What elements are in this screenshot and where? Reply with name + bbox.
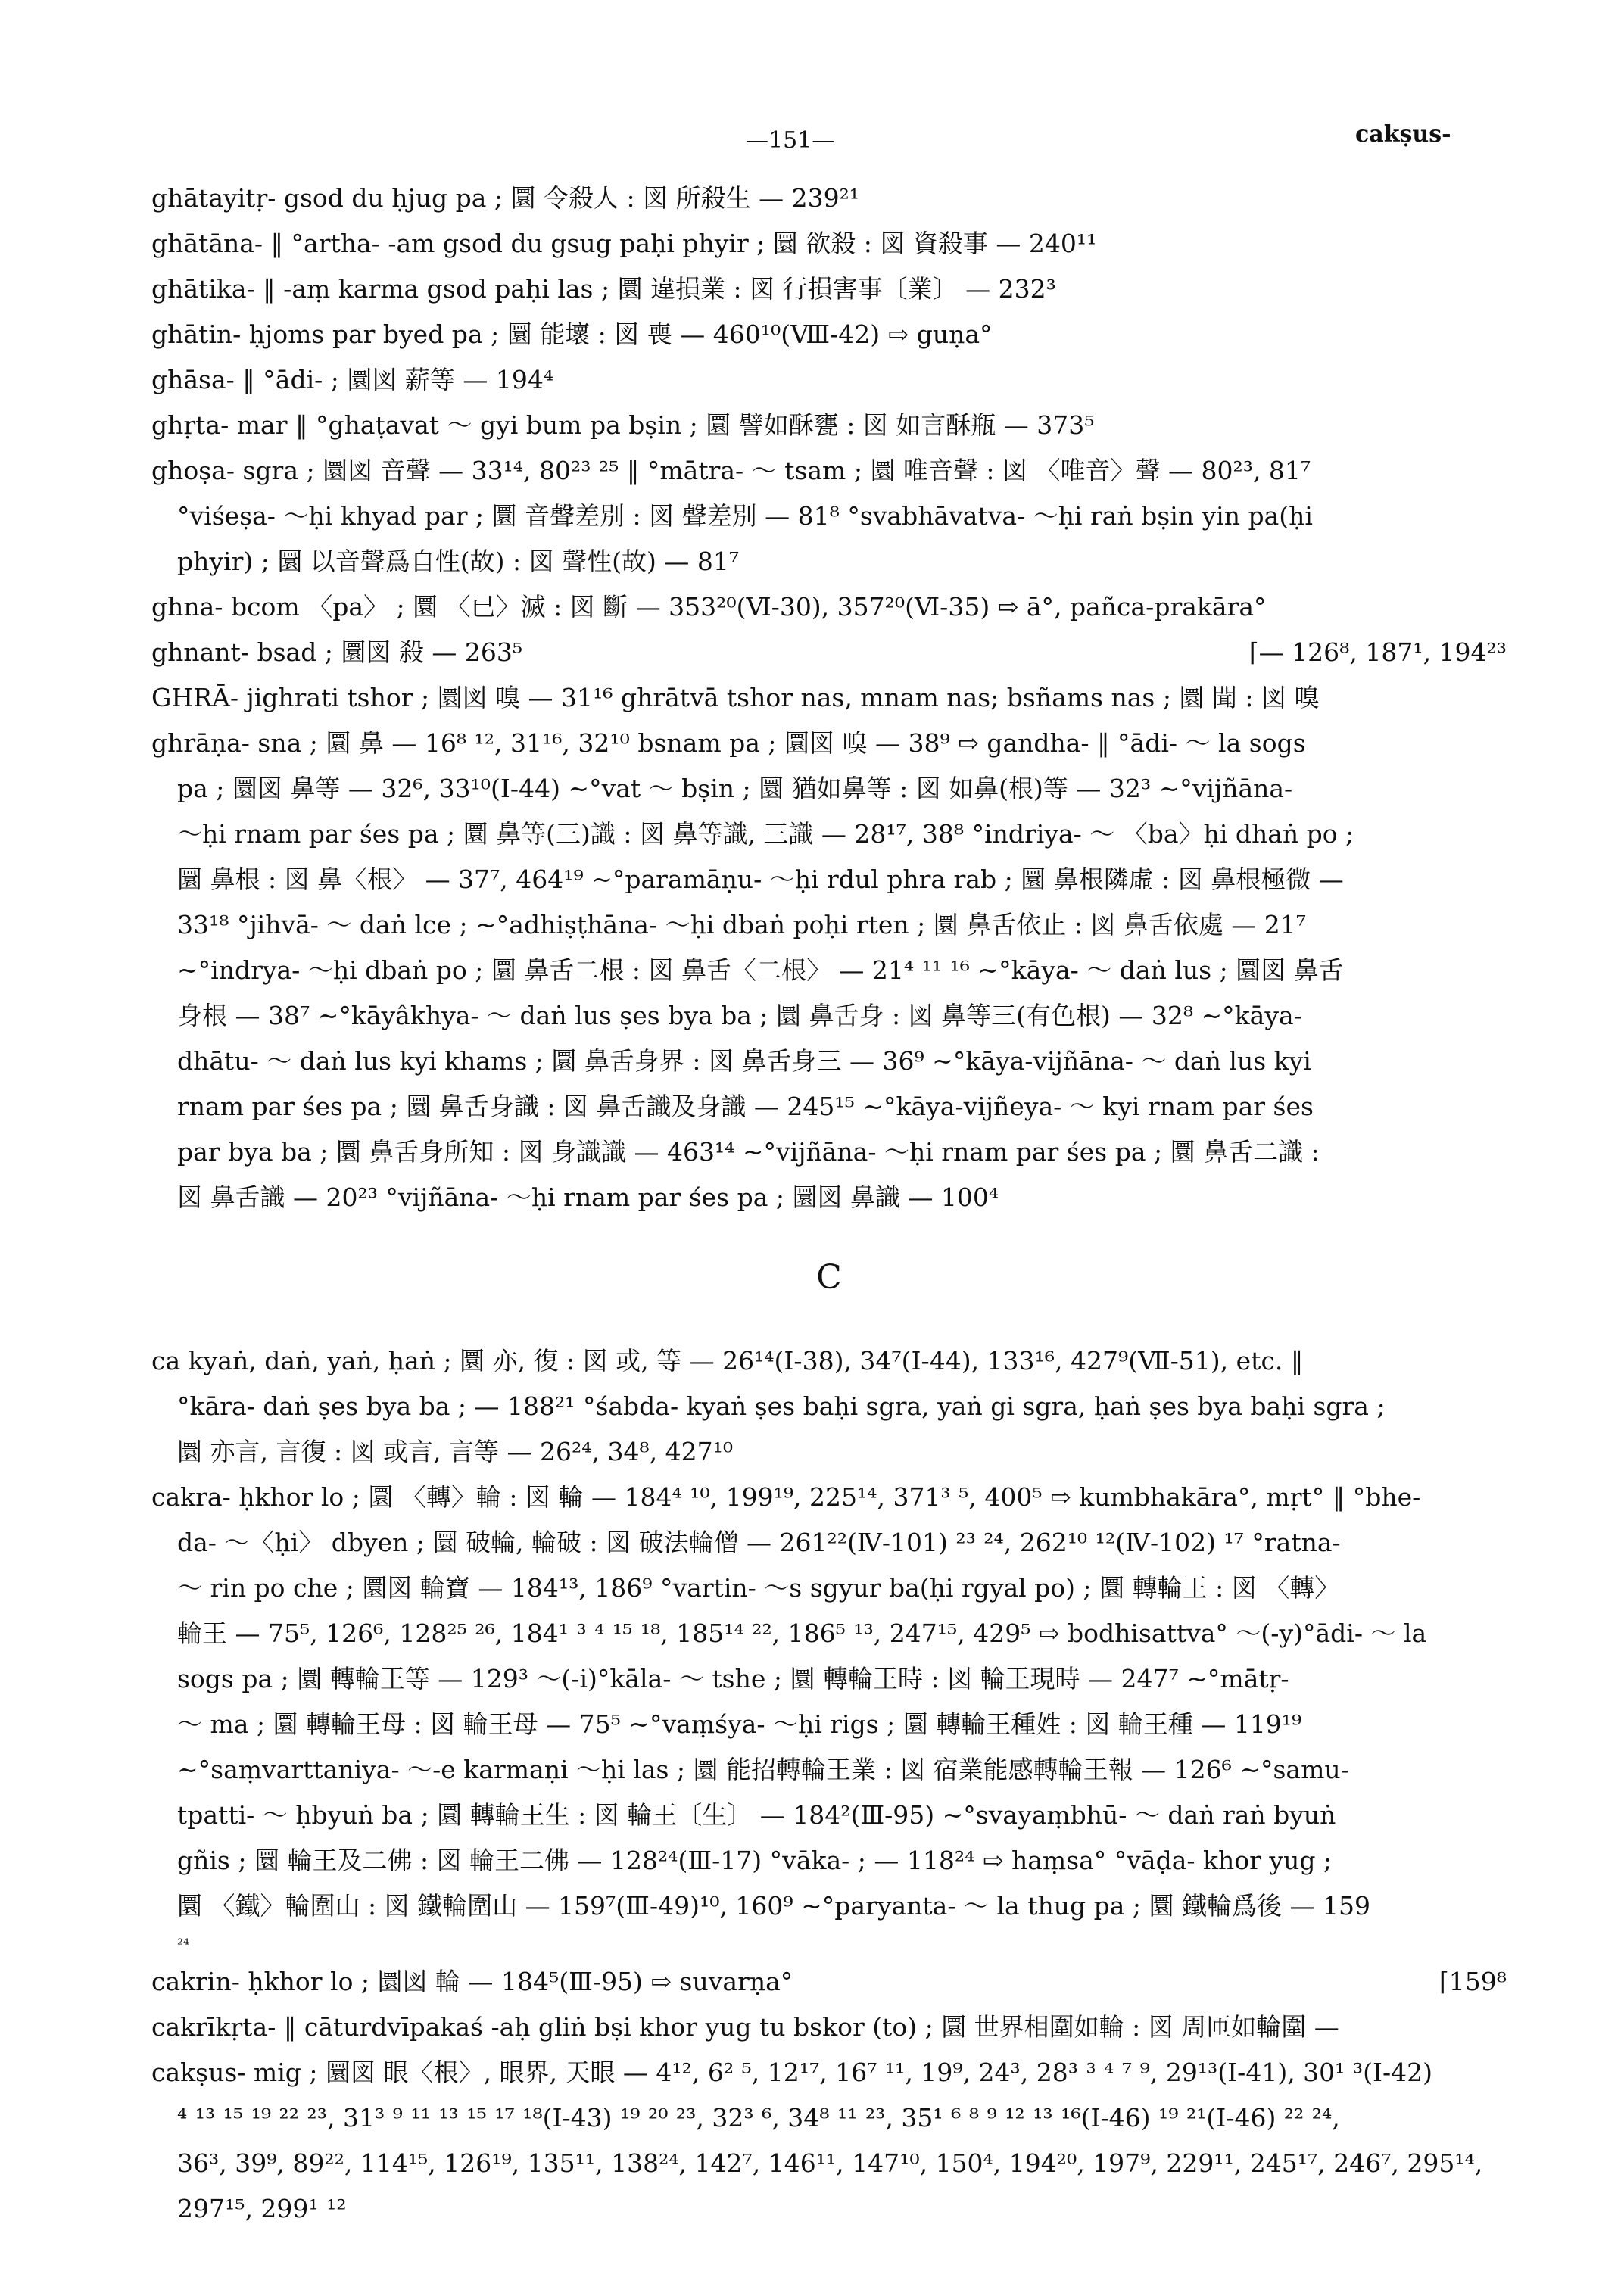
entry-line: ghoṣa- sgra ; 圜図 音聲 — 33¹⁴, 80²³ ²⁵ ‖ °mātra- ～ tsam ; 圜 唯音聲 : 図 〈唯音〉聲 — 80²³, 81⁷: [151, 456, 1311, 485]
entry-line: 圜 〈鐵〉輪圍山 : 図 鐵輪圍山 — 159⁷(Ⅲ-49)¹⁰, 160⁹ ~°paryanta- ～ la thug pa ; 圜 鐵輪爲後 — 159: [177, 1891, 1370, 1921]
entry-line: 身根 — 38⁷ ~°kāyâkhya- ～ daṅ lus ṣes bya ba ; 圜 鼻舌身 : 図 鼻等三(有色根) — 32⁸ ~°kāya-: [177, 1001, 1302, 1030]
entry-line: ⁴ ¹³ ¹⁵ ¹⁹ ²² ²³, 31³ ⁹ ¹¹ ¹³ ¹⁵ ¹⁷ ¹⁸(Ⅰ-43) ¹⁹ ²⁰ ²³, 32³ ⁶, 34⁸ ¹¹ ²³, 35¹ ⁶ ⁸ ⁹ ¹² ¹³ ¹⁶(Ⅰ-46) ¹⁹ ²¹(Ⅰ-46) ²² ²⁴,: [177, 2103, 1340, 2133]
entry-line: gñis ; 圜 輪王及二佛 : 図 輪王二佛 — 128²⁴(Ⅲ-17) °vāka- ; — 118²⁴ ⇨ haṃsa° °vāḍa- khor yug ;: [177, 1846, 1333, 1875]
entry-line: dhātu- ～ daṅ lus kyi khams ; 圜 鼻舌身界 : 図 鼻舌身三 — 36⁹ ~°kāya-vijñāna- ～ daṅ lus kyi: [177, 1046, 1311, 1076]
entry-line: cakrīkṛta- ‖ cāturdvīpakaś -aḥ gliṅ bṣi khor yug tu bskor (to) ; 圜 世界相圍如輪 : 図 周匝如輪圍 —: [151, 2012, 1339, 2042]
entry-line: ghāsa- ‖ °ādi- ; 圜図 薪等 — 194⁴: [151, 365, 554, 394]
entry-line: ca kyaṅ, daṅ, yaṅ, ḥaṅ ; 圜 亦, 復 : 図 或, 等 — 26¹⁴(Ⅰ-38), 34⁷(Ⅰ-44), 133¹⁶, 427⁹(Ⅶ-51), etc. ‖: [151, 1346, 1304, 1375]
entry-line: tpatti- ～ ḥbyuṅ ba ; 圜 轉輪王生 : 図 輪王〔生〕 — 184²(Ⅲ-95) ~°svayaṃbhū- ～ daṅ raṅ byuṅ: [177, 1800, 1336, 1830]
entry-line: ~°saṃvarttaniya- ～-e karmaṇi ～ḥi las ; 圜 能招轉輪王業 : 図 宿業能感轉輪王報 — 126⁶ ~°samu-: [177, 1755, 1349, 1784]
cross-reference: ⌈159⁸: [1439, 1967, 1507, 1996]
dictionary-text: [151, 176, 1507, 2232]
entry-line: ～ rin po che ; 圜図 輪寶 — 184¹³, 186⁹ °vartin- ～s sgyur ba(ḥi rgyal po) ; 圜 轉輪王 : 図 〈轉〉: [177, 1573, 1340, 1603]
entry-line: rnam par śes pa ; 圜 鼻舌身識 : 図 鼻舌識及身識 — 245¹⁵ ~°kāya-vijñeya- ～ kyi rnam par śes: [177, 1092, 1314, 1121]
entry-line: ghātika- ‖ -aṃ karma gsod paḥi las ; 圜 違損業 : 図 行損害事〔業〕 — 232³: [151, 274, 1056, 304]
entry-text: ghnant- bsad ; 圜図 殺 — 263⁵: [151, 637, 523, 667]
entry-line: 輪王 — 75⁵, 126⁶, 128²⁵ ²⁶, 184¹ ³ ⁴ ¹⁵ ¹⁸, 185¹⁴ ²², 186⁵ ¹³, 247¹⁵, 429⁵ ⇨ bodhisattva° ～(-y)°ādi- ～ la: [177, 1618, 1427, 1648]
entry-line: 圜 亦言, 言復 : 図 或言, 言等 — 26²⁴, 34⁸, 427¹⁰: [177, 1437, 734, 1466]
entry-line: ghātin- ḥjoms par byed pa ; 圜 能壞 : 図 喪 — 460¹⁰(Ⅷ-42) ⇨ guṇa°: [151, 319, 993, 349]
entry-line: [151, 630, 1507, 675]
entry-text: cakrin- ḥkhor lo ; 圜図 輪 — 184⁵(Ⅲ-95) ⇨ suvarṇa°: [151, 1967, 793, 1996]
entry-line: [151, 1959, 1507, 2005]
entry-line: ～ ma ; 圜 轉輪王母 : 図 輪王母 — 75⁵ ~°vaṃśya- ～ḥi rigs ; 圜 轉輪王種姓 : 図 輪王種 — 119¹⁹: [177, 1709, 1302, 1739]
entry-line: cakṣus- mig ; 圜図 眼〈根〉, 眼界, 天眼 — 4¹², 6² ⁵, 12¹⁷, 16⁷ ¹¹, 19⁹, 24³, 28³ ³ ⁴ ⁷ ⁹, 29¹³(Ⅰ-41), 30¹ ³(Ⅰ-42): [151, 2058, 1433, 2087]
c-entries: [151, 1338, 1507, 2232]
entry-line: 図 鼻舌識 — 20²³ °vijñāna- ～ḥi rnam par śes pa ; 圜図 鼻識 — 100⁴: [177, 1182, 999, 1212]
entry-line: cakra- ḥkhor lo ; 圜 〈轉〉輪 : 図 輪 — 184⁴ ¹⁰, 199¹⁹, 225¹⁴, 371³ ⁵, 400⁵ ⇨ kumbhakāra°, mṛt° ‖ °bhe-: [151, 1482, 1421, 1512]
entry-line: ghrāṇa- sna ; 圜 鼻 — 16⁸ ¹², 31¹⁶, 32¹⁰ bsnam pa ; 圜図 嗅 — 38⁹ ⇨ gandha- ‖ °ādi- ～ la sogs: [151, 728, 1306, 758]
entry-line: ghātayitṛ- gsod du ḥjug pa ; 圜 令殺人 : 図 所殺生 — 239²¹: [151, 183, 860, 213]
entry-line: ~°indrya- ～ḥi dbaṅ po ; 圜 鼻舌二根 : 図 鼻舌〈二根〉 — 21⁴ ¹¹ ¹⁶ ~°kāya- ～ daṅ lus ; 圜図 鼻舌: [177, 955, 1344, 985]
entry-line: phyir) ; 圜 以音聲爲自性(故) : 図 聲性(故) — 81⁷: [177, 547, 740, 576]
entry-line: pa ; 圜図 鼻等 — 32⁶, 33¹⁰(Ⅰ-44) ~°vat ～ bṣin ; 圜 猶如鼻等 : 図 如鼻(根)等 — 32³ ~°vijñāna-: [177, 774, 1293, 803]
entry-line: ghna- bcom 〈pa〉 ; 圜 〈已〉滅 : 図 斷 — 353²⁰(Ⅵ-30), 357²⁰(Ⅵ-35) ⇨ ā°, pañca-prakāra°: [151, 592, 1267, 622]
entry-line: 33¹⁸ °jihvā- ～ daṅ lce ; ~°adhiṣṭhāna- ～ḥi dbaṅ poḥi rten ; 圜 鼻舌依止 : 図 鼻舌依處 — 21⁷: [177, 910, 1307, 939]
entry-line: sogs pa ; 圜 轉輪王等 — 129³ ～(-i)°kāla- ～ tshe ; 圜 轉輪王時 : 図 輪王現時 — 247⁷ ~°mātṛ-: [177, 1664, 1289, 1693]
g-entries: [151, 176, 1507, 1220]
entry-line: ～ḥi rnam par śes pa ; 圜 鼻等(三)識 : 図 鼻等識, 三識 — 28¹⁷, 38⁸ °indriya- ～ 〈ba〉ḥi dhaṅ po ;: [177, 819, 1354, 849]
running-head: cakṣus-: [1355, 121, 1451, 148]
entry-line: 圜 鼻根 : 図 鼻〈根〉 — 37⁷, 464¹⁹ ~°paramāṇu- ～ḥi rdul phra rab ; 圜 鼻根隣虛 : 図 鼻根極微 —: [177, 865, 1344, 894]
cross-reference: ⌈— 126⁸, 187¹, 194²³: [1248, 637, 1507, 667]
section-heading: C: [816, 1258, 842, 1297]
entry-line: GHRĀ- jighrati tshor ; 圜図 嗅 — 31¹⁶ ghrātvā tshor nas, mnam nas; bsñams nas ; 圜 聞 : 図 嗅: [151, 683, 1320, 712]
page-number: —151—: [746, 127, 835, 154]
entry-line: ghātāna- ‖ °artha- -am gsod du gsug paḥi phyir ; 圜 欲殺 : 図 資殺事 — 240¹¹: [151, 229, 1097, 258]
entry-line: par bya ba ; 圜 鼻舌身所知 : 図 身識識 — 463¹⁴ ~°vijñāna- ～ḥi rnam par śes pa ; 圜 鼻舌二識 :: [177, 1137, 1320, 1167]
entry-line: ²⁴: [177, 1935, 190, 1953]
entry-line: 36³, 39⁹, 89²², 114¹⁵, 126¹⁹, 135¹¹, 138²⁴, 142⁷, 146¹¹, 147¹⁰, 150⁴, 194²⁰, 197⁹, 229¹¹, 245¹⁷, 246⁷, 295¹⁴, 297¹⁵, 299¹ ¹²: [177, 2148, 1483, 2223]
entry-line: da- ～〈ḥi〉 dbyen ; 圜 破輪, 輪破 : 図 破法輪僧 — 261²²(Ⅳ-101) ²³ ²⁴, 262¹⁰ ¹²(Ⅳ-102) ¹⁷ °ratna-: [177, 1528, 1341, 1557]
entry-line: ghṛta- mar ‖ °ghaṭavat ～ gyi bum pa bṣin ; 圜 譬如酥甕 : 図 如言酥瓶 — 373⁵: [151, 410, 1095, 440]
entry-line: °kāra- daṅ ṣes bya ba ; — 188²¹ °śabda- kyaṅ ṣes baḥi sgra, yaṅ gi sgra, ḥaṅ ṣes bya baḥi sgra ;: [177, 1391, 1386, 1421]
entry-line: °viśeṣa- ～ḥi khyad par ; 圜 音聲差別 : 図 聲差別 — 81⁸ °svabhāvatva- ～ḥi raṅ bṣin yin pa(ḥi: [177, 501, 1313, 531]
